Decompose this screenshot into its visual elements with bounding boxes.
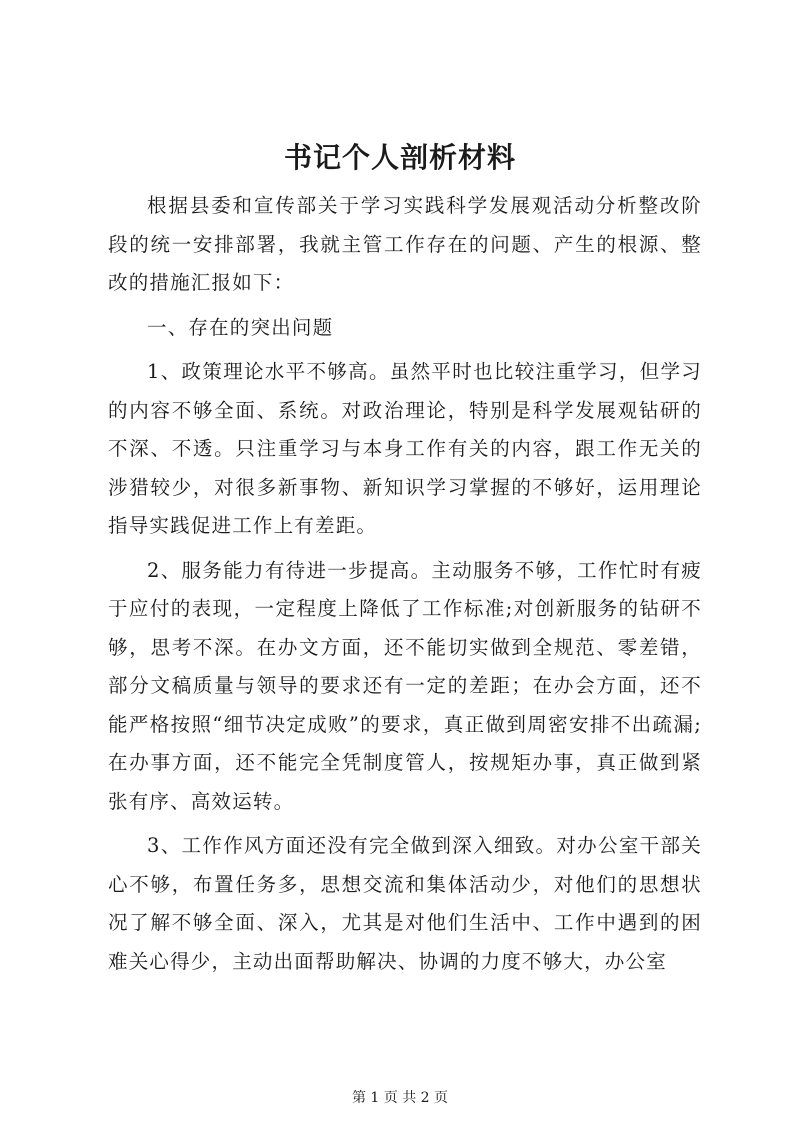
paragraph-intro: 根据县委和宣传部关于学习实践科学发展观活动分析整改阶段的统一安排部署，我就主管工作存在的问题、产生的根源、整改的措施汇报如下： [108,194,702,294]
document-title: 书记个人剖析材料 [283,141,516,174]
paragraph-point-1: 1、政策理论水平不够高。虽然平时也比较注重学习，但学习的内容不够全面、系统。对政治理论，特别是科学发展观钻研的不深、不透。只注重学习与本身工作有关的内容，跟工作无关的涉猎较少，对很多新事物、新知识学习掌握的不够好，运用理论指导实践促进工作上有差距。 [108,360,702,537]
document-body [108,187,702,987]
paragraph-point-2: 2、服务能力有待进一步提高。主动服务不够，工作忙时有疲于应付的表现，一定程度上降低了工作标准;对创新服务的钻研不够，思考不深。在办文方面，还不能切实做到全规范、零差错，部分文稿质量与领导的要求还有一定的差距；在办会方面，还不能严格按照“细节决定成败”的要求，真正做到周密安排不出疏漏; 在办事方面，还不能完全凭制度管人，按规矩办事，真正做到紧张有序、高效运转。 [108,558,702,813]
paragraph-section-heading: 一、存在的突出问题 [147,315,334,339]
page-number-footer: 第 1 页 共 2 页 [351,1090,449,1106]
paragraph-point-3: 3、工作作风方面还没有完全做到深入细致。对办公室干部关心不够，布置任务多，思想交流和集体活动少，对他们的思想状况了解不够全面、深入，尤其是对他们生活中、工作中遇到的困难关心得少，主动出面帮助解决、协调的力度不够大，办公室 [108,834,702,973]
